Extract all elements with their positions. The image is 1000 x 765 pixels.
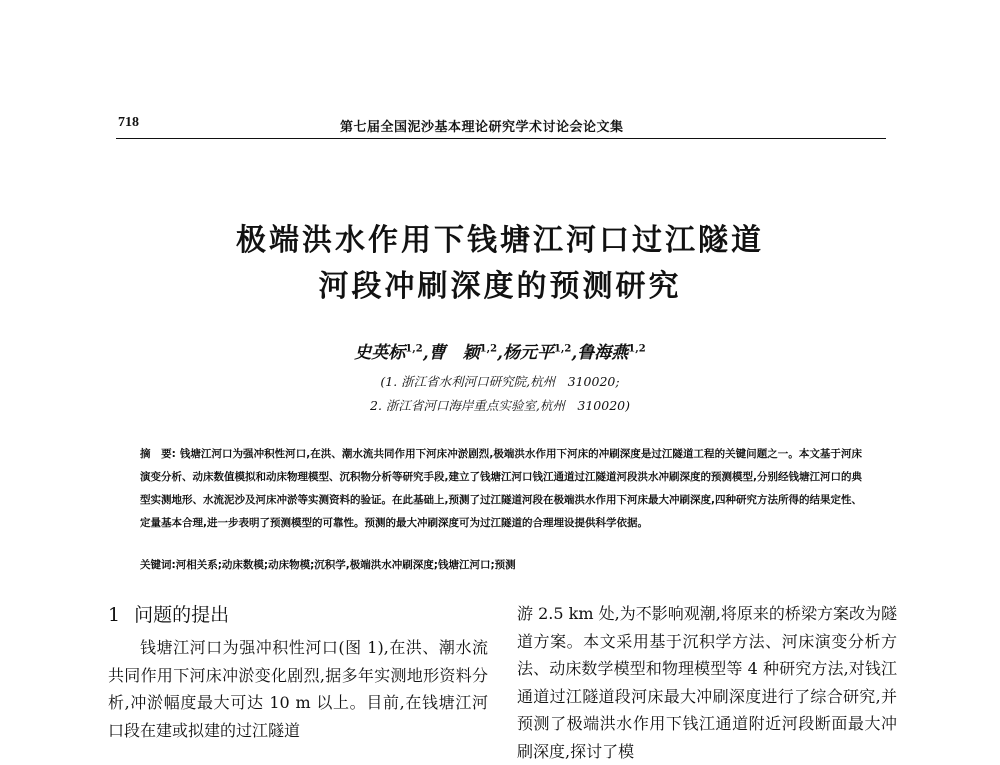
author-name: 曹 颖 <box>428 343 480 363</box>
section-title: 问题的提出 <box>134 604 230 626</box>
author-list: 史英标$^{1,2}$,曹 颖$^{1,2}$,杨元平$^{1,2}$,鲁海燕$^{1,2}$ <box>354 343 646 363</box>
author-affiliation-mark: 1,2 <box>628 343 646 355</box>
body-column-right <box>517 600 897 765</box>
paper-title <box>140 218 860 310</box>
keywords-label: 关键词: <box>140 559 176 571</box>
author-affiliation-mark: 1,2 <box>405 343 423 355</box>
author-affiliation-mark: 1,2 <box>553 343 572 355</box>
running-header-title: 第七届全国泥沙基本理论研究学术讨论会论文集 <box>340 120 624 135</box>
abstract-label: 摘 要: <box>140 448 176 460</box>
section-heading <box>108 600 488 634</box>
body-column-left <box>108 600 488 744</box>
abstract <box>140 443 862 535</box>
body-paragraph: 钱塘江河口为强冲积性河口(图 1),在洪、潮水流共同作用下河床冲淤变化剧烈,据多年实测地形资料分析,冲淤幅度最大可达 10 m 以上。目前,在钱塘江河口段在建或拟建的过江隧道 <box>108 638 488 740</box>
author-name: 鲁海燕 <box>577 343 629 363</box>
section-number: 1 <box>108 604 121 626</box>
page-number: 718 <box>118 115 139 130</box>
abstract-text: 钱塘江河口为强冲积性河口,在洪、潮水流共同作用下河床冲淤剧烈,极端洪水作用下河床的冲刷深度是过江隧道工程的关键问题之一。本文基于河床演变分析、动床数值模拟和动床物理模型、沉积物分析等研究手段,建立了钱塘江河口钱江通道过江隧道河段洪水冲刷深度的预测模型,分别经钱塘江河口的典型实测地形、水流泥沙及河床冲淤等实测资料的验证。在此基础上,预测了过江隧道河段在极端洪水作用下河床最大冲刷深度,四种研究方法所得的结果定性、定量基本合理,进一步表明了预测模型的可靠性。预测的最大冲刷深度可为过江隧道的合理埋设提供科学依据。 <box>140 448 862 529</box>
affiliation-line-2: 2. 浙江省河口海岸重点实验室,杭州 310020) <box>370 398 630 413</box>
keywords <box>140 557 862 572</box>
author-name: 史英标 <box>354 343 406 363</box>
body-paragraph-continued: 游 2.5 km 处,为不影响观潮,将原来的桥梁方案改为隧道方案。本文采用基于沉积学方法、河床演变分析方法、动床数学模型和物理模型等 4 种研究方法,对钱江通道过江隧道段河床最大冲刷深度进行了综合研究,并预测了极端洪水作用下钱江通道附近河段断面最大冲刷深度,探讨了模 <box>517 604 897 761</box>
title-line-2: 河段冲刷深度的预测研究 <box>318 269 682 304</box>
author-name: 杨元平 <box>502 343 554 363</box>
keywords-text: 河相关系;动床数模;动床物模;沉积学,极端洪水冲刷深度;钱塘江河口;预测 <box>175 559 516 571</box>
header-rule <box>116 138 886 139</box>
affiliations <box>200 370 800 418</box>
title-line-1: 极端洪水作用下钱塘江河口过江隧道 <box>236 223 764 258</box>
author-affiliation-mark: 1,2 <box>479 343 498 355</box>
affiliation-line-1: (1. 浙江省水利河口研究院,杭州 310020; <box>380 374 620 389</box>
